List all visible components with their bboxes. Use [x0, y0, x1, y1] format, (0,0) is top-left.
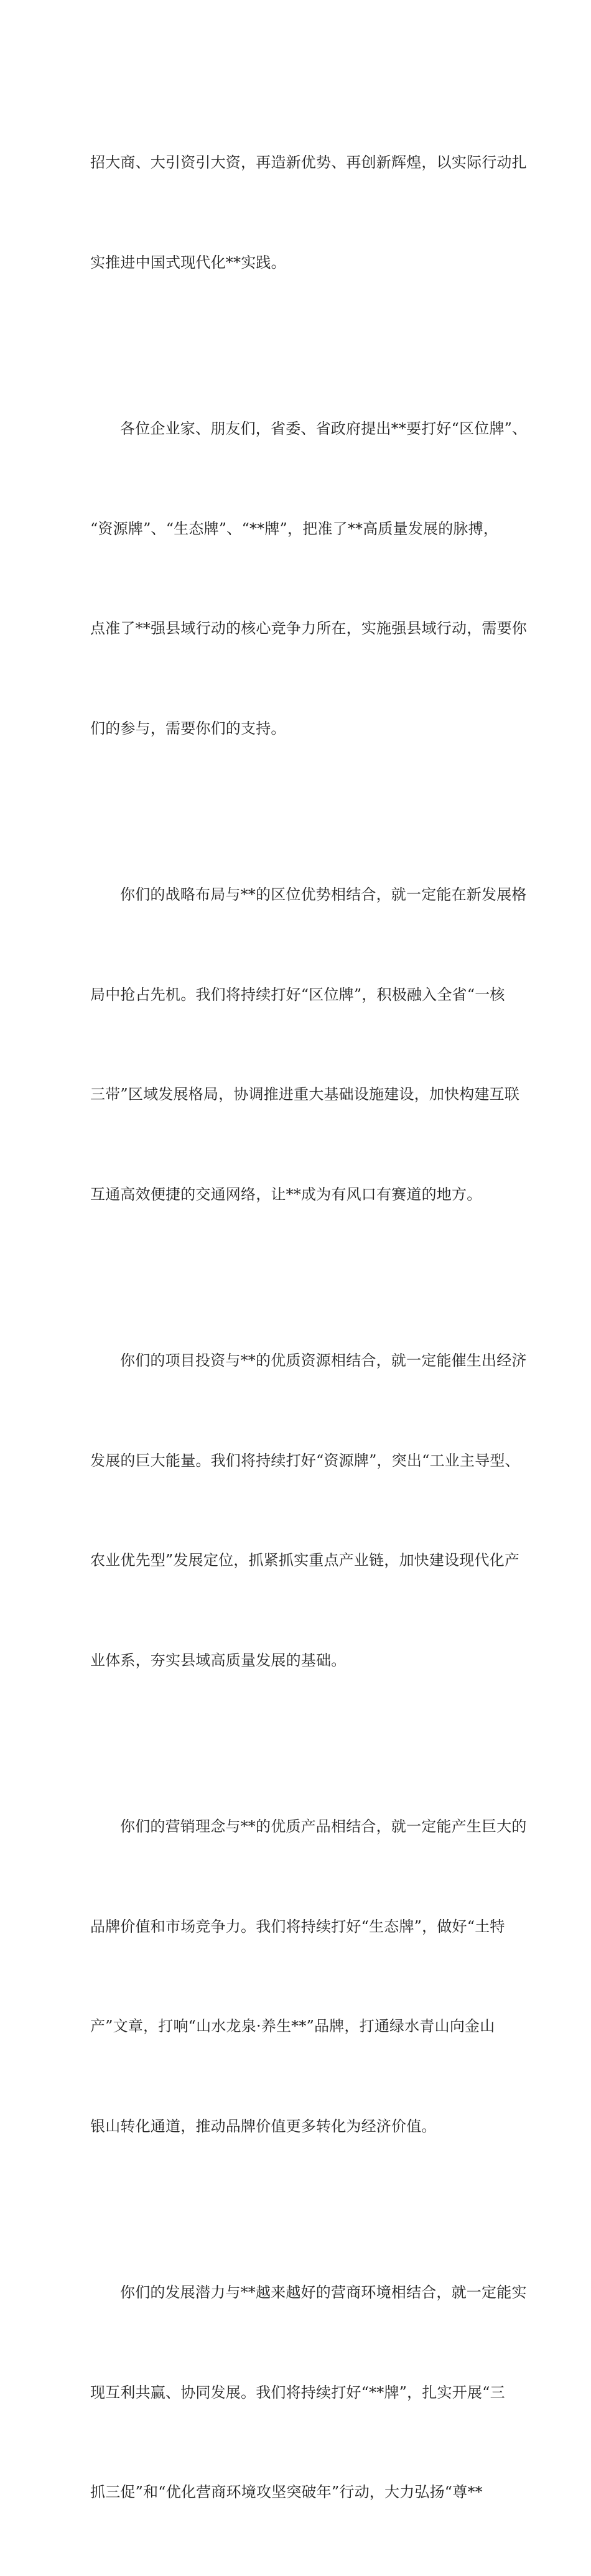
text-line: 银山转化通道，推动品牌价值更多转化为经济价值。 [90, 2117, 437, 2135]
text-line: 实推进中国式现代化**实践。 [90, 253, 286, 271]
text-line: 三带”区域发展格局，协调推进重大基础设施建设，加快构建互联 [90, 1086, 520, 1103]
text-line: 业体系，夯实县域高质量发展的基础。 [90, 1651, 347, 1669]
paragraph-6 [90, 2210, 527, 2576]
text-line: 你们的战略布局与**的区位优势相结合，就一定能在新发展格 [120, 886, 527, 903]
text-line: 你们的营销理念与**的优质产品相结合，就一定能产生巨大的 [120, 1818, 527, 1835]
paragraph-1 [90, 80, 527, 346]
paragraph-3 [90, 812, 527, 1278]
text-line: “资源牌”、“生态牌”、“**牌”，把准了**高质量发展的脉搏， [90, 519, 499, 537]
text-line: 们的参与，需要你们的支持。 [90, 719, 286, 737]
text-line: 互通高效便捷的交通网络，让**成为有风口有赛道的地方。 [90, 1185, 482, 1203]
text-line: 现互利共赢、协同发展。我们将持续打好“**牌”，扎实开展“三 [90, 2383, 505, 2401]
text-line: 招大商、大引资引大资，再造新优势、再创新辉煌，以实际行动扎 [90, 154, 527, 171]
document-body [90, 80, 528, 2576]
text-line: 点准了**强县域行动的核心竞争力所在，实施强县域行动，需要你 [90, 620, 527, 637]
text-line: 局中抢占先机。我们将持续打好“区位牌”，积极融入全省“一核 [90, 985, 505, 1003]
text-line: 产”文章，打响“山水龙泉·养生**”品牌，打通绿水青山向金山 [90, 2017, 495, 2035]
paragraph-5 [90, 1744, 527, 2210]
text-line: 你们的发展潜力与**越来越好的营商环境相结合，就一定能实 [120, 2284, 527, 2301]
text-line: 农业优先型”发展定位，抓紧抓实重点产业链，加快建设现代化产 [90, 1551, 520, 1569]
text-line: 抓三促”和“优化营商环境攻坚突破年”行动，大力弘扬“尊** [90, 2483, 483, 2501]
paragraph-2 [90, 346, 528, 812]
text-line: 发展的巨大能量。我们将持续打好“资源牌”，突出“工业主导型、 [90, 1451, 520, 1469]
paragraph-4 [90, 1278, 527, 1744]
text-line: 品牌价值和市场竞争力。我们将持续打好“生态牌”，做好“土特 [90, 1917, 505, 1935]
text-line: 各位企业家、朋友们，省委、省政府提出**要打好“区位牌”、 [120, 420, 528, 437]
text-line: 你们的项目投资与**的优质资源相结合，就一定能催生出经济 [120, 1352, 527, 1369]
